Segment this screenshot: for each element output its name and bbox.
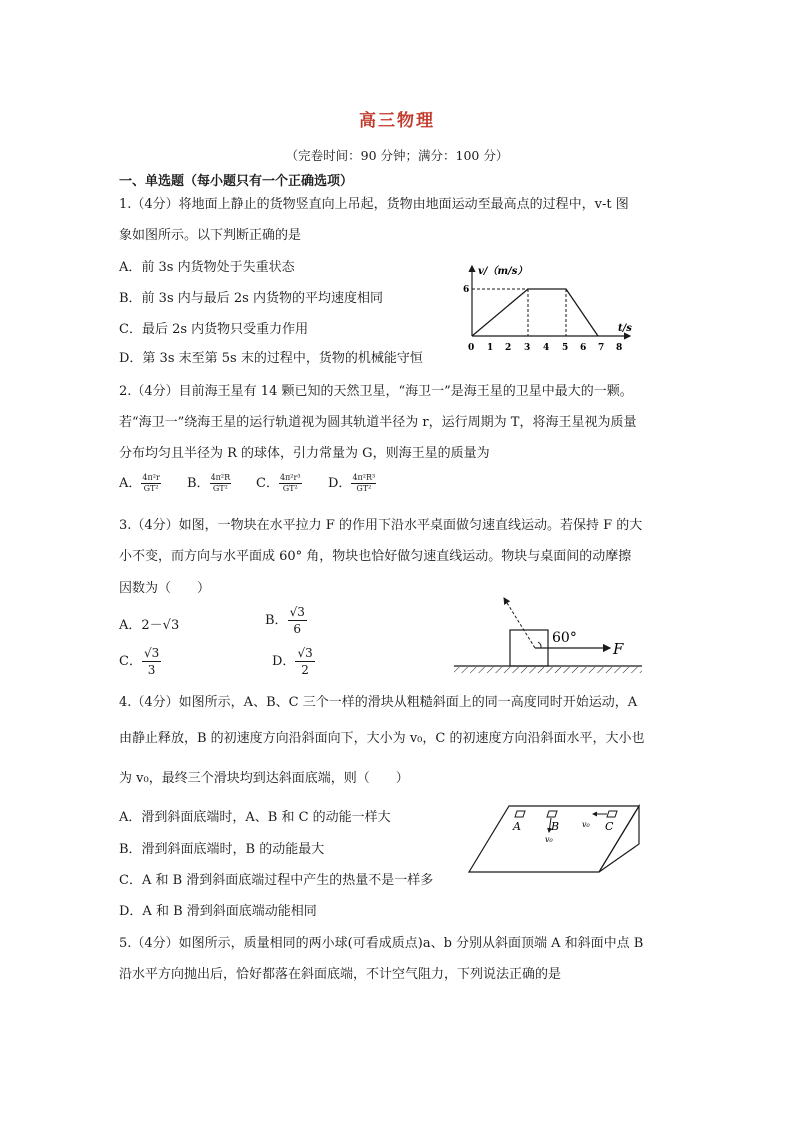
q3-option-c — [119, 645, 161, 678]
q5-stem-line-1: 5.（4分）如图所示，质量相同的两小球(可看成质点)a、b 分别从斜面顶端 A 和斜面中点 B — [119, 936, 644, 951]
denominator: 6 — [293, 622, 302, 636]
formula — [288, 604, 307, 637]
q2-stem-line-1: 2.（4分）目前海王星有 14 颗已知的天然卫星，“海卫一”是海王星的卫星中最大的一颗。 — [119, 384, 633, 399]
q1-stem-line-2: 象如图所示。以下判断正确的是 — [119, 228, 302, 243]
numerator: √3 — [289, 605, 305, 619]
denominator: GT² — [356, 484, 372, 493]
denominator: GT² — [282, 484, 298, 493]
label-b: B — [551, 820, 560, 833]
angle-label: 60° — [552, 630, 577, 646]
q2-stem-line-3: 分布均匀且半径为 R 的球体，引力常量为 G，则海王星的质量为 — [119, 446, 490, 461]
numerator: √3 — [143, 646, 160, 660]
q2-option-b — [187, 472, 231, 494]
denominator: 2 — [301, 663, 309, 677]
x-axis-label: t/s — [618, 323, 632, 334]
q1-option-c: C．最后 2s 内货物只受重力作用 — [119, 322, 309, 337]
x-tick: 6 — [580, 343, 587, 353]
q2-option-c — [256, 472, 302, 494]
formula — [142, 645, 161, 678]
x-tick: 2 — [505, 343, 512, 353]
q3-stem-line-2: 小不变，而方向与水平面成 60° 角，物块也恰好做匀速直线运动。物块与桌面间的动摩擦 — [119, 549, 632, 564]
formula — [295, 645, 314, 678]
q3-block-diagram — [452, 572, 652, 677]
table-hatch — [454, 667, 642, 673]
y-axis-label: v/（m/s） — [478, 266, 528, 277]
option-label: D． — [328, 476, 352, 491]
incline-side — [599, 806, 639, 872]
angle-arc — [538, 642, 541, 648]
numerator: 4π²r³ — [279, 473, 301, 482]
x-tick: 1 — [487, 343, 494, 353]
q1-option-a: A．前 3s 内货物处于失重状态 — [119, 260, 295, 275]
q3-option-a — [119, 614, 179, 633]
slider-c — [607, 811, 617, 817]
formula — [351, 473, 376, 494]
q3-option-d — [272, 645, 315, 678]
x-tick: 7 — [598, 343, 605, 353]
slider-a — [515, 811, 525, 817]
numerator: 4π²R — [210, 473, 231, 482]
label-v0-b: v₀ — [545, 835, 553, 844]
page-title: 高三物理 — [359, 111, 435, 131]
x-tick: 0 — [468, 343, 475, 353]
q4-incline-diagram — [465, 800, 645, 880]
denominator: 3 — [147, 663, 156, 677]
option-label: C． — [119, 654, 142, 669]
label-a: A — [513, 820, 521, 833]
option-label: A． — [119, 618, 142, 633]
section-heading: 一、单选题（每小题只有一个正确选项） — [119, 174, 354, 189]
q4-option-d: D．A 和 B 滑到斜面底端动能相同 — [119, 904, 317, 919]
option-label: B． — [265, 613, 288, 628]
option-label: A． — [119, 476, 142, 491]
option-value: 2－√3 — [141, 618, 180, 633]
label-v0-c: v₀ — [582, 820, 590, 829]
q3-stem-line-3: 因数为（ ） — [119, 581, 211, 596]
formula — [279, 473, 302, 494]
x-tick: 5 — [562, 343, 569, 353]
x-tick: 4 — [543, 343, 550, 353]
option-label: B． — [187, 476, 210, 491]
q4-option-b: B．滑到斜面底端时，B 的动能最大 — [119, 842, 325, 857]
q4-stem-line-3: 为 v₀，最终三个滑块均到达斜面底端，则（ ） — [119, 771, 409, 786]
option-label: D． — [272, 654, 296, 669]
q1-vt-graph — [458, 258, 648, 358]
force-label: F — [613, 640, 624, 658]
option-label: C． — [256, 476, 279, 491]
q2-option-d — [328, 472, 376, 494]
formula — [141, 473, 160, 494]
vt-line — [472, 289, 598, 336]
q5-stem-line-2: 沿水平方向抛出后，恰好都落在斜面底端，不计空气阻力，下列说法正确的是 — [119, 967, 562, 982]
slider-b — [547, 811, 557, 817]
x-tick: 8 — [616, 343, 623, 353]
label-c: C — [605, 820, 614, 833]
denominator: GT² — [212, 484, 228, 493]
q3-stem-line-1: 3.（4分）如图，一物块在水平拉力 F 的作用下沿水平桌面做匀速直线运动。若保持 F 的大 — [119, 518, 643, 533]
q3-option-b — [265, 604, 307, 637]
q4-option-a: A．滑到斜面底端时，A、B 和 C 的动能一样大 — [119, 810, 391, 825]
q4-stem-line-2: 由静止释放，B 的初速度方向沿斜面向下，大小为 v₀，C 的初速度方向沿斜面水平，大小也 — [119, 731, 645, 746]
denominator: GT² — [143, 484, 159, 493]
q2-option-a — [119, 472, 161, 494]
formula — [210, 473, 232, 494]
q1-option-b: B．前 3s 内与最后 2s 内货物的平均速度相同 — [119, 291, 383, 306]
exam-info: （完卷时间：90 分钟；满分：100 分） — [285, 148, 509, 163]
q2-stem-line-2: 若“海卫一”绕海王星的运行轨道视为圆其轨道半径为 r，运行周期为 T，将海王星视为质量 — [119, 415, 637, 430]
q4-option-c: C．A 和 B 滑到斜面底端过程中产生的热量不是一样多 — [119, 873, 434, 888]
y-tick-6: 6 — [463, 285, 470, 295]
numerator: 4π²R³ — [352, 473, 376, 482]
numerator: 4π²r — [142, 473, 160, 482]
numerator: √3 — [297, 646, 313, 660]
x-tick-labels — [468, 343, 622, 353]
inclined-force-arrow — [504, 598, 535, 648]
q1-stem-line-1: 1.（4分）将地面上静止的货物竖直向上吊起，货物由地面运动至最高点的过程中，v-t 图 — [119, 197, 629, 212]
q1-option-d: D．第 3s 末至第 5s 末的过程中，货物的机械能守恒 — [119, 351, 423, 366]
x-tick: 3 — [524, 343, 531, 353]
q4-stem-line-1: 4.（4分）如图所示，A、B、C 三个一样的滑块从粗糙斜面上的同一高度同时开始运动，A — [119, 695, 638, 710]
